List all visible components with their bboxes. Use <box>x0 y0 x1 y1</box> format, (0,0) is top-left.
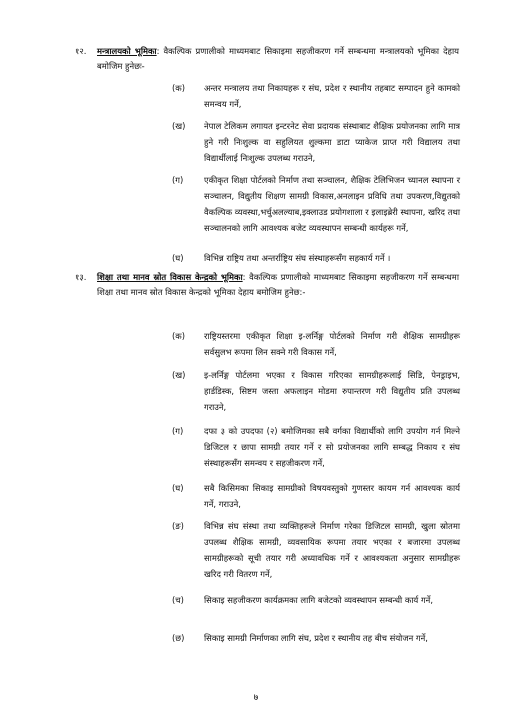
item-label: (ग) <box>172 175 184 185</box>
section-title: मन्त्रालयको भूमिका <box>97 46 157 56</box>
item-label: (छ) <box>172 633 185 643</box>
item-text: अन्तर मन्त्रालय तथा निकायहरू र संघ, प्रदेश र स्थानीय तहबाट सम्पादन हुने कामको समन्वय गर्ने, <box>204 83 460 109</box>
item-text: सिकाइ सामग्री निर्माणका लागि संघ, प्रदेश र स्थानीय तह बीच संयोजन गर्ने, <box>204 633 428 643</box>
item-text: सबै किसिमका सिकाइ सामग्रीको विषयवस्तुको गुणस्तर कायम गर्न आवश्यक कार्य गर्ने, गराउने, <box>204 483 460 509</box>
item-text: विभिन्न राष्ट्रिय तथा अन्तर्राष्ट्रिय संघ संस्थाहरूसँग सहकार्य गर्ने । <box>204 253 391 263</box>
section-intro: : वैकल्पिक प्रणालीको माध्यमबाट सिकाइमा सहजीकरण गर्ने सम्बन्धमा शिक्षा तथा मानव स्रोत विकास केन्द्रको भूमिका देहाय बमोजिम हुनेछ:- <box>97 272 459 297</box>
item-label: (घ) <box>172 253 184 263</box>
page-number: ७ <box>253 693 259 703</box>
section-number: १२. <box>75 46 87 56</box>
item-text: विभिन्न संघ संस्था तथा व्यक्तिहरूले निर्माण गरेका डिजिटल सामग्री, खुला स्रोतमा उपलब्ध शैक्षिक सामग्री, व्यवसायिक रूपमा तयार भएका र बजारमा उपलब्ध सामग्रीहरूको सूची तयार गरी अध्यावधिक गर्ने र आवश्यकता अनुसार सामग्रीहरू खरिद गरी वितरण गर्ने, <box>204 521 460 579</box>
section-heading <box>75 270 459 300</box>
item-text: इ-लर्निङ्ग पोर्टलमा भएका र विकास गरिएका सामग्रीहरूलाई सिडि, पेनड्राइभ, हार्डडिस्क, सिष्टम जस्ता अफलाइन मोडमा रुपान्तरण गरी विद्युतीय प्रति उपलब्ध गराउने, <box>204 370 460 412</box>
item-label: (ख) <box>172 370 186 380</box>
item-text: एकीकृत शिक्षा पोर्टलको निर्माण तथा सञ्चालन, शैक्षिक टेलिभिजन च्यानल स्थापना र सञ्चालन, विद्युतीय शिक्षण सामग्री विकास,अनलाइन प्रविधि तथा उपकरण,विद्युतको वैकल्पिक व्यवस्था,भर्चुअलल्याब,इक्लाउड प्रयोगशाला र इलाइब्रेरी स्थापना, खरिद तथा सञ्चालनको लागि आवश्यक बजेट व्यवस्थापन सम्बन्धी कार्यहरू गर्ने, <box>204 175 460 233</box>
item-text: दफा ३ को उपदफा (२) बमोजिमका सबै वर्गका विद्यार्थीको लागि उपयोग गर्न मिल्ने डिजिटल र छापा सामग्री तयार गर्ने र सो प्रयोजनका लागि सम्बद्ध निकाय र संघ संस्थाहरूसँग समन्वय र सहजीकरण गर्ने, <box>204 426 460 468</box>
section-intro: : वैकल्पिक प्रणालीको माध्यमबाट सिकाइमा सहजीकरण गर्ने सम्बन्धमा मन्त्रालयको भूमिका देहाय बमोजिम हुनेछः- <box>97 46 459 71</box>
item-label: (क) <box>172 83 185 93</box>
item-label: (क) <box>172 331 185 341</box>
section-heading <box>75 44 459 74</box>
section-title: शिक्षा तथा मानव स्रोत विकास केन्द्रको भूमिका <box>97 272 243 282</box>
item-label: (च) <box>172 595 184 605</box>
item-label: (घ) <box>172 483 184 493</box>
item-text: नेपाल टेलिकम लगायत इन्टरनेट सेवा प्रदायक संस्थाबाट शैक्षिक प्रयोजनका लागि मात्र हुने गरी निःशुल्क वा सहुलियत शुल्कमा डाटा प्याकेज प्राप्त गरी विद्यालय तथा विद्यार्थीलाई निःशुल्क उपलब्ध गराउने, <box>204 121 460 163</box>
item-label: (ख) <box>172 121 186 131</box>
item-text: सिकाइ सहजीकरण कार्यक्रमका लागि बजेटको व्यवस्थापन सम्बन्धी कार्य गर्ने, <box>204 595 433 605</box>
item-text: राष्ट्रियस्तरमा एकीकृत शिक्षा इ-लर्निङ्ग पोर्टलको निर्माण गरी शैक्षिक सामग्रीहरू सर्वसुलभ रूपमा लिन सक्ने गरी विकास गर्ने, <box>204 331 460 357</box>
item-label: (ग) <box>172 426 184 436</box>
item-label: (ङ) <box>172 521 184 531</box>
section-number: १३. <box>75 272 87 282</box>
